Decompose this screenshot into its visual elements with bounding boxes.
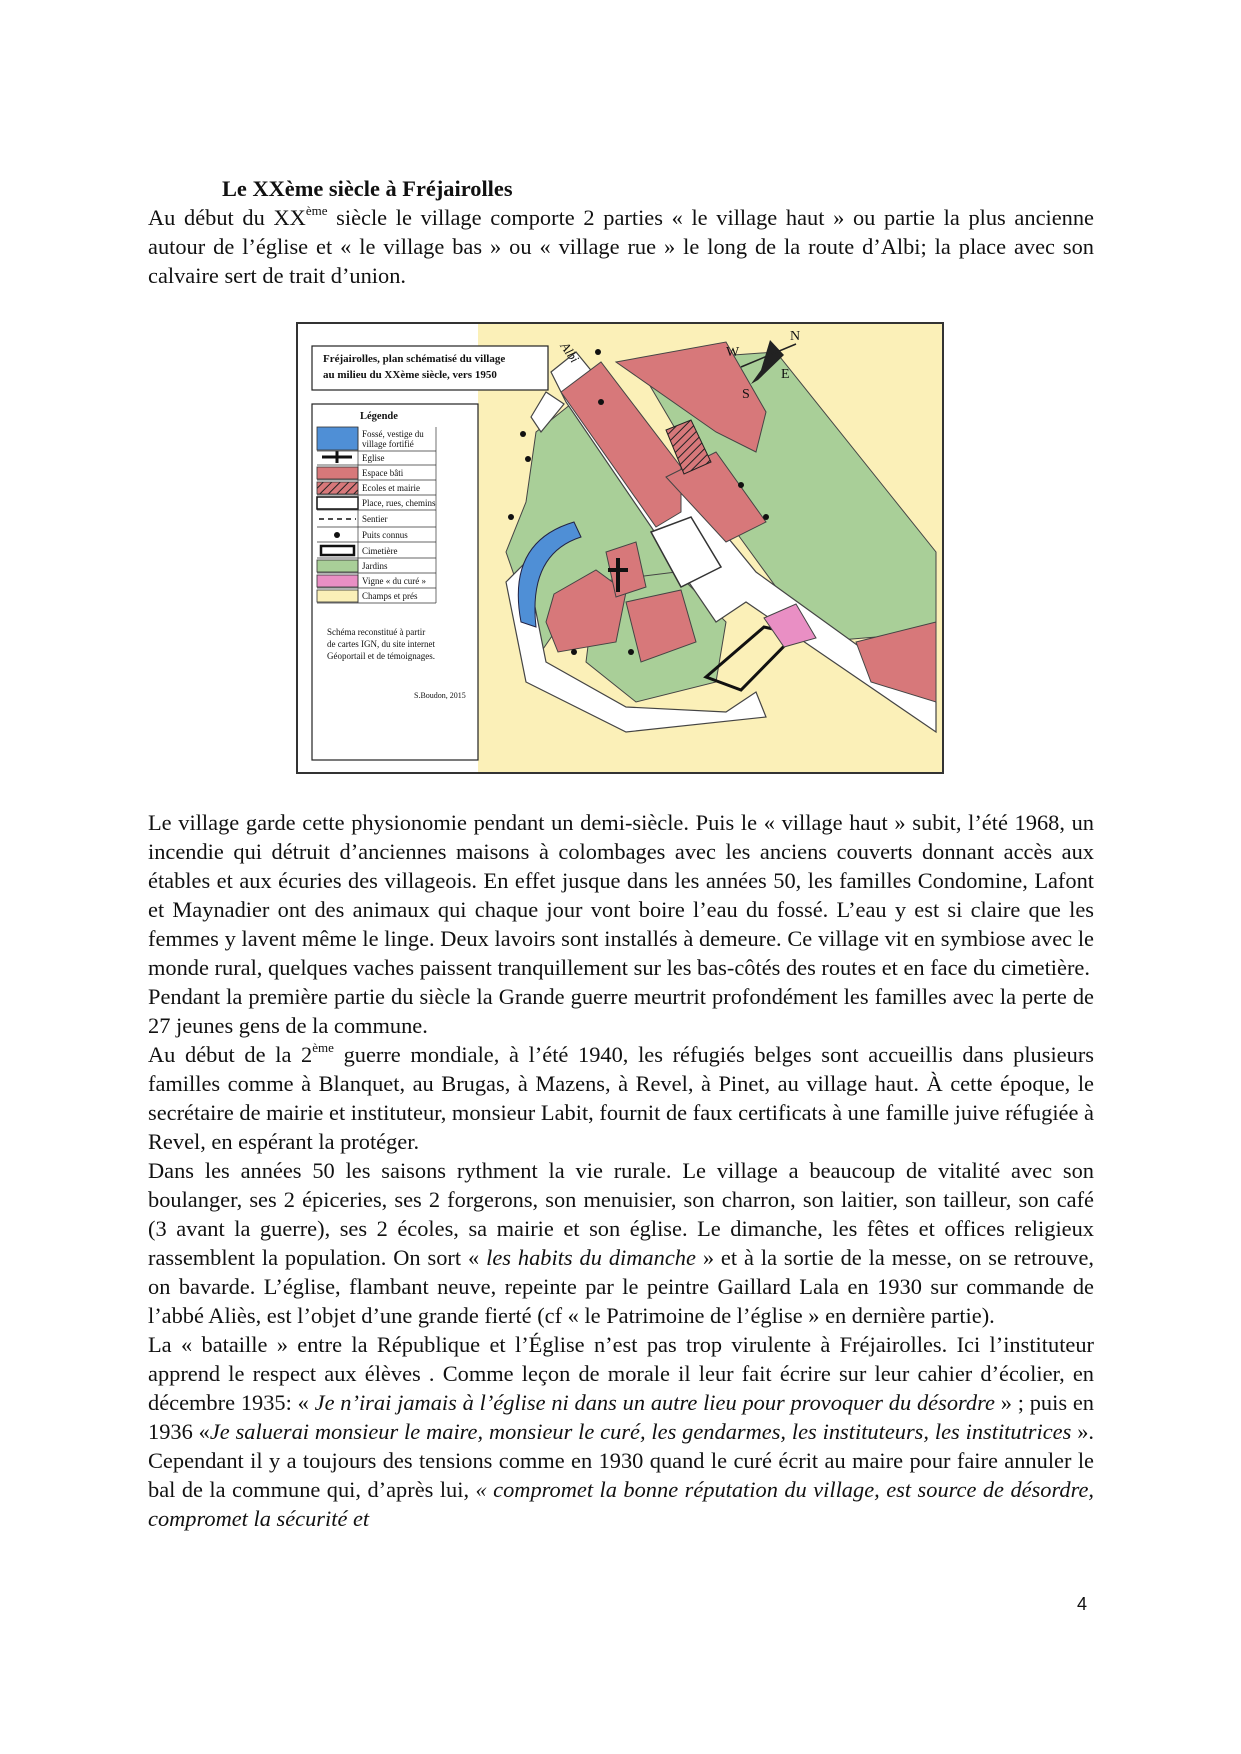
- legend-title: Légende: [360, 411, 398, 422]
- legend-label-moat-1: Fossé, vestige du: [362, 429, 424, 439]
- section-title: Le XXème siècle à Fréjairolles: [222, 176, 513, 201]
- map-source-line2: de cartes IGN, du site internet: [327, 639, 435, 649]
- map-author: S.Boudon, 2015: [414, 691, 466, 700]
- legend-label-built: Espace bâti: [362, 468, 404, 478]
- legend-label-schools: Ecoles et mairie: [362, 483, 420, 493]
- paragraph-2: Pendant la première partie du siècle la Grande guerre meurtrit profondément les familles avec la perte de 27 jeunes gens de la commune.: [148, 984, 1094, 1038]
- legend-white-swatch: [317, 497, 358, 509]
- compass-e: E: [781, 367, 790, 382]
- map-title-line1: Fréjairolles, plan schématisé du village: [323, 353, 506, 365]
- legend-dot-icon: [334, 532, 340, 538]
- p5-text-a: La « bataille » entre la République et l’Église n’est pas trop virulente à Fréjairolles. Ici l’instituteur apprend le respect aux élèves . Comme leçon de morale il leur fait écrire sur leur cahier d’écolier, en décembre 1935: «: [148, 1332, 1094, 1415]
- legend-label-moat-2: village fortifié: [362, 439, 414, 449]
- p5-italic-2: Je saluerai monsieur le maire, monsieur le curé, les gendarmes, les instituteurs, les institutrices: [209, 1419, 1072, 1444]
- p5-italic-3: « compromet la bonne réputation du village, est source de désordre, compromet la sécurité et: [148, 1477, 1094, 1531]
- legend-label-cemetery: Cimetière: [362, 546, 398, 556]
- legend-garden-swatch: [317, 560, 358, 572]
- paragraph-4: [148, 1156, 1094, 1330]
- paragraph-1: Le village garde cette physionomie pendant un demi-siècle. Puis le « village haut » subit, l’été 1968, un incendie qui détruit d’anciennes maisons à colombages avec les anciens couverts donnant accès aux étables et aux écuries des villageois. En effet jusque dans les années 50, les familles Condomine, Lafont et Maynadier ont des animaux qui chaque jour vont boire l’eau du fossé. L’eau y est si claire que les femmes y lavent même le linge. Deux lavoirs sont installés à demeure. Ce village vit en symbiose avec le monde rural, quelques vaches paissent tranquillement sur les bas-côtés des routes et en face du cimetière.: [148, 810, 1094, 980]
- legend-label-fields: Champs et prés: [362, 591, 418, 601]
- intro-text-start: Au début du XX: [148, 205, 306, 230]
- legend-label-church: Eglise: [362, 453, 385, 463]
- village-map: [296, 322, 944, 774]
- legend-label-roads: Place, rues, chemins: [362, 498, 436, 508]
- legend-label-path: Sentier: [362, 514, 388, 524]
- paragraph-5: [148, 1330, 1094, 1533]
- p5-italic-1: Je n’irai jamais à l’église ni dans un autre lieu pour provoquer du désordre: [314, 1390, 995, 1415]
- compass-n: N: [790, 329, 801, 344]
- body-text: [148, 808, 1094, 1533]
- p4-italic: les habits du dimanche: [486, 1245, 696, 1270]
- legend-label-vine: Vigne « du curé »: [362, 576, 426, 586]
- legend-built-swatch: [317, 467, 358, 479]
- p3-start: Au début de la 2: [148, 1042, 313, 1067]
- p4-text-a: Dans les années 50 les saisons rythment la vie rurale. Le village a beaucoup de vitalité avec son boulanger, ses 2 épiceries, ses 2 forgerons, son menuisier, son charron, son laitier, son tailleur, son café (3 avant la guerre), ses 2 écoles, sa mairie et son église. Le dimanche, les fêtes et offices religieux rassemblent la population. On sort «: [148, 1158, 1094, 1270]
- legend-label-wells: Puits connus: [362, 530, 408, 540]
- paragraph-3: [148, 1040, 1094, 1156]
- page-number: 4: [1077, 1594, 1088, 1614]
- map-source-line1: Schéma reconstitué à partir: [327, 627, 426, 637]
- p3-rest: guerre mondiale, à l’été 1940, les réfugiés belges sont accueillis dans plusieurs familles comme à Blanquet, au Brugas, à Mazens, à Revel, à Pinet, au village haut. À cette époque, le secrétaire de mairie et instituteur, monsieur Labit, fournit de faux certificats à une famille juive réfugiée à Revel, en espérant la protéger.: [148, 1042, 1094, 1154]
- legend-label-gardens: Jardins: [362, 561, 388, 571]
- map-title-line2: au milieu du XXème siècle, vers 1950: [323, 369, 497, 381]
- p5-text-c: ». Cependant il y a toujours des tensions comme en 1930 quand le curé écrit au maire pour faire annuler le bal de la commune qui, d’après lui,: [148, 1419, 1095, 1502]
- map-source-line3: Géoportail et de témoignages.: [327, 651, 435, 661]
- superscript: ème: [312, 1040, 334, 1055]
- legend-water-swatch: [317, 427, 358, 450]
- compass-s: S: [742, 387, 750, 402]
- p5-text-b: » ; puis en 1936 «: [148, 1390, 1094, 1444]
- intro-text-rest: siècle le village comporte 2 parties « le village haut » ou partie la plus ancienne autour de l’église et « le village bas » ou « village rue » le long de la route d’Albi; la place avec son calvaire sert de trait d’union.: [148, 205, 1094, 288]
- intro-paragraph: [148, 203, 1094, 290]
- compass-w: W: [726, 345, 740, 360]
- road-label-albi: Albi: [557, 339, 583, 366]
- legend-hatched-swatch: [317, 482, 358, 494]
- superscript: ème: [305, 203, 328, 218]
- legend-vine-swatch: [317, 575, 358, 587]
- legend-field-swatch: [317, 590, 358, 602]
- p4-text-b: » et à la sortie de la messe, on se retrouve, on bavarde. L’église, flambant neuve, repeinte par le peintre Gaillard Lala en 1930 sur commande de l’abbé Aliès, est l’objet d’une grande fierté (cf « le Patrimoine de l’église » en dernière partie).: [148, 1245, 1094, 1328]
